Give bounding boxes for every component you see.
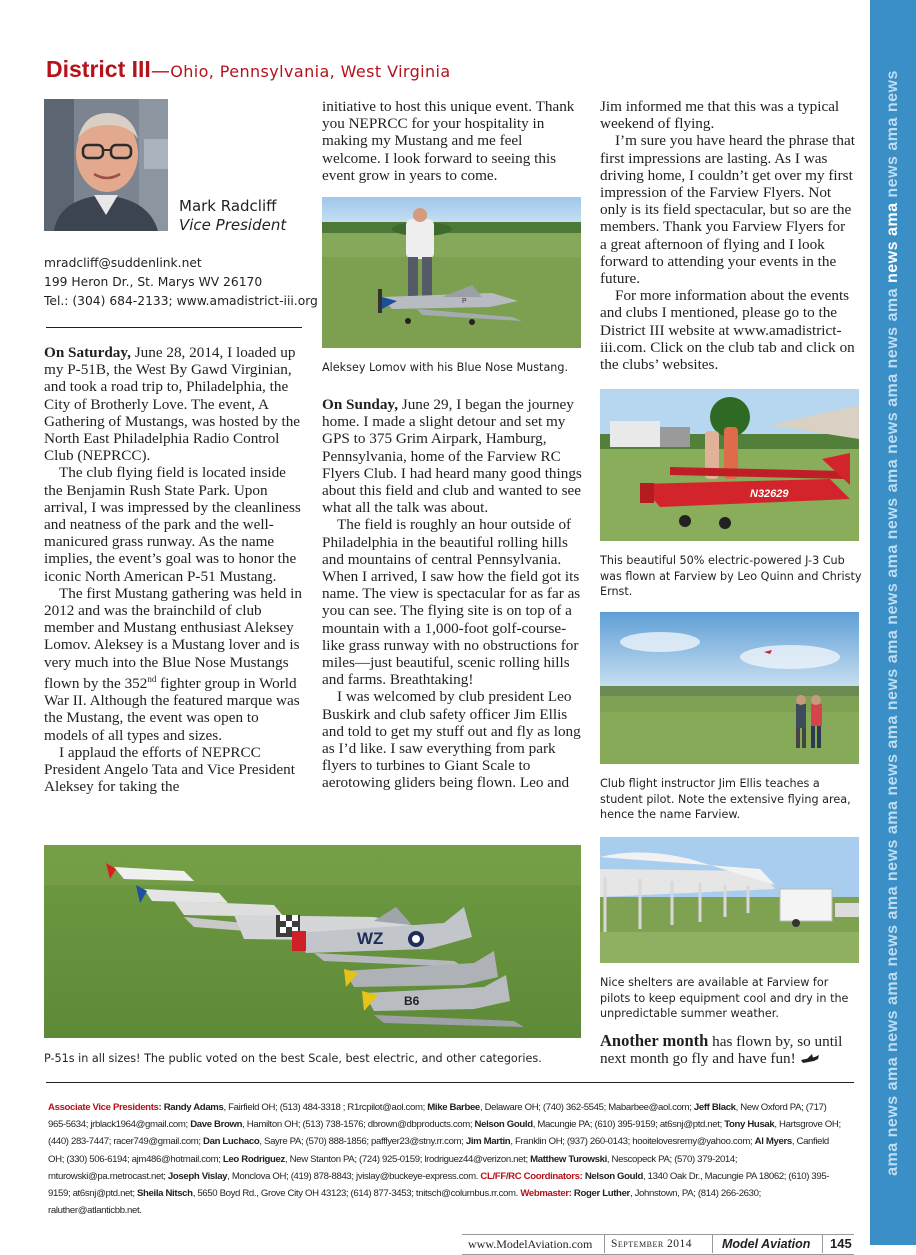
photo-flight-instructor (600, 612, 859, 764)
article-column-2-top (322, 98, 584, 184)
footer-separator (822, 1235, 823, 1253)
flight-instructor-illustration (600, 612, 859, 764)
paragraph (44, 344, 306, 464)
contact-details: , New Oxford PA; (717) 965-5634; jrblack1964@gmail.com; (48, 1102, 827, 1131)
contact-details: , Macungie PA; (610) 395-9159; at6snj@ptd.net; (532, 1119, 725, 1131)
paragraph (44, 585, 306, 744)
paragraph-text: June 28, 2014, I loaded up my P-51B, the West By Gawd Virginian, and took a road trip to, Philadelphia, the City of Brotherly Love. The event, A Gathering of Mustangs, was hosted by the North East Philadelphia Radio Control Club (NEPRCC). (44, 344, 301, 465)
lead-in: On Sunday, (322, 396, 398, 413)
contact-info (44, 254, 318, 311)
contact-details: , Hartsgrove OH; (440) 283-7447; racer749@gmail.com; (48, 1119, 841, 1148)
contact-details: , Hamilton OH; (513) 738-1576; dbrown@dbproducts.com; (242, 1119, 475, 1131)
webmaster-label: Webmaster: (520, 1188, 572, 1200)
contact-details: , 5650 Boyd Rd., Grove City OH 43123; (614) 877-3453; tnitsch@columbus.rr.com. (192, 1188, 521, 1200)
contact-details: , Franklin OH; (937) 260-0143; hooitelovesremy@yahoo.com; (510, 1136, 755, 1148)
lead-in: On Saturday, (44, 344, 131, 361)
person-name-block (179, 197, 286, 235)
side-band (870, 0, 916, 1245)
paragraph-text: fighter group in World War II. Although the featured marque was the Mustang, the event was open to models of all types and sizes. (44, 674, 300, 744)
portrait-illustration (44, 99, 168, 231)
contact-name: Nelson Gould (474, 1119, 533, 1131)
webmaster-info: , Johnstown, PA; (814) 266-2630; raluther@atlanticbb.net. (48, 1188, 761, 1217)
paragraph: The club flying field is located inside the Benjamin Rush State Park. Upon arrival, I was impressed by the cleanliness and neatness of the park and the well-manicured grass runway. As the name implies, the event’s goal was to honor the iconic North American P-51 Mustang. (44, 464, 301, 585)
paragraph: I was welcomed by club president Leo Buskirk and club safety officer Jim Ellis and told to get my stuff out and fly as long as I’d like. I saw everything from park flyers to turbines to Giant Scale to aerotowing gliders being flown. Leo and (322, 688, 581, 792)
contact-divider (46, 327, 302, 328)
district-header (46, 56, 451, 83)
paragraph (600, 1032, 858, 1069)
contact-name: Mike Barbee (427, 1102, 480, 1113)
paragraph-text: June 29, I began the journey home. I made a slight detour and set my GPS to 375 Grim Airpark, Hamburg, Pennsylvania, home of the Farview RC Flyers Club. I had heard many good things about this field and club and wanted to see what all the talk was about. (322, 396, 582, 517)
contact-name: Randy Adams (163, 1102, 224, 1113)
contact-details: , Delaware OH; (740) 362-5545; Mabarbee@aol.com; (479, 1102, 694, 1113)
contact-name: Jeff Black (693, 1102, 736, 1113)
footer-url[interactable]: www.ModelAviation.com (468, 1237, 593, 1251)
contact-name: Sheila Nitsch (136, 1188, 193, 1200)
paragraph-text: The first Mustang gathering was held in 2012 and was the brainchild of club member and Mustang enthusiast Aleksey Lomov. Aleksey is a Mustang lover and is very much into the Blue Nose Mustangs flown by the 352 (44, 584, 302, 692)
lead-in: Another month (600, 1031, 709, 1050)
district-states: Ohio, Pennsylvania, West Virginia (170, 62, 451, 81)
side-band-text: ama news ama news ama news ama news ama news ama news ama news ama news ama news ama news ama news ama news ama news (884, 69, 901, 1176)
contact-details: , Fairfield OH; (513) 484-3318 ; R1rcpilot@aol.com; (223, 1102, 428, 1113)
article-column-1 (44, 344, 306, 795)
associate-contacts (48, 1099, 843, 1219)
person-title: Vice President (179, 216, 287, 234)
paragraph-text: has flown by, so until next month go fly and have fun! (600, 1033, 843, 1068)
article-column-3 (600, 98, 855, 373)
paragraph: The field is roughly an hour outside of Philadelphia in the beautiful rolling hills and mountains of central Pennsylvania. When I arrived, I saw how the field got its name. The view is spectacular for as far as you can see. The flying site is on top of a mountain with a 1,000-foot golf-course-like grass runway with no obstructions for miles—just beautiful, scenic rolling hills and farms. Breathtaking! (322, 516, 581, 689)
contact-details: , Monclova OH; (419) 878-8843; jvislay@buckeye-express.com. (227, 1170, 481, 1182)
superscript: nd (147, 673, 157, 684)
photo-j3-cub (600, 389, 859, 541)
contact-email[interactable]: mradcliff@suddenlink.net (44, 256, 202, 270)
paragraph: I applaud the efforts of NEPRCC President Angelo Tata and Vice President Aleksey for taking the (44, 743, 295, 796)
photo-shelters (600, 837, 859, 963)
person-name: Mark Radcliff (179, 197, 277, 215)
contact-name: Dan Luchaco (203, 1136, 260, 1148)
associates-divider (46, 1082, 854, 1083)
contact-name: Leo Rodriguez (222, 1153, 285, 1165)
svg-text:P: P (462, 298, 467, 305)
associates-label: Associate Vice Presidents: (48, 1102, 162, 1113)
contact-details: , New Stanton PA; (724) 925-0159; lrodriguez44@verizon.net; (285, 1153, 531, 1165)
district-title: District III (46, 56, 151, 82)
mustang-code-1: WZ (357, 929, 384, 948)
contact-details: , Nescopeck PA; (570) 379-2014; mturowski@pa.metrocast.net; (48, 1153, 738, 1182)
cub-registration: N32629 (750, 488, 789, 500)
contact-name: Joseph Vislay (167, 1170, 228, 1182)
caption-shelters: Nice shelters are available at Farview for pilots to keep equipment cool and dry in the unpredictable summer weather. (600, 976, 849, 1020)
webmaster-name: Roger Luther (573, 1188, 630, 1200)
district-dash: — (150, 60, 171, 82)
footer-separator (712, 1235, 713, 1253)
p51-lineup-illustration (44, 845, 581, 1038)
aleksey-mustang-illustration (322, 197, 581, 348)
contact-phone-website[interactable]: Tel.: (304) 684-2133; www.amadistrict-iii.org (44, 294, 318, 308)
paragraph: I’m sure you have heard the phrase that first impressions are lasting. As I was driving home, I couldn’t get over my first impression of the Farview Flyers. Not only is its field spectacular, but so are the members. Thank you Farview Flyers for a great afternoon of flying and I look forward to attending your events in the future. (600, 132, 855, 288)
page-number: 145 (830, 1236, 852, 1251)
contact-details: , 1340 Oak Dr., Macungie PA 18062; (610) 395-9159; at6snj@ptd.net; (48, 1170, 830, 1200)
coordinators-label: CL/FF/RC Coordinators: (480, 1170, 583, 1182)
caption-aleksey: Aleksey Lomov with his Blue Nose Mustang. (322, 361, 569, 374)
paragraph: Jim informed me that this was a typical weekend of flying. (600, 98, 840, 133)
photo-p51-lineup (44, 845, 581, 1038)
footer-separator (604, 1235, 605, 1253)
contact-name: Tony Husak (724, 1119, 775, 1131)
contact-name: Matthew Turowski (530, 1153, 607, 1165)
mustang-code-2: B6 (404, 994, 420, 1008)
photo-aleksey-mustang (322, 197, 581, 348)
paragraph (322, 396, 584, 516)
j3-cub-illustration (600, 389, 859, 541)
footer-date: September 2014 (611, 1238, 693, 1250)
footer-magazine: Model Aviation (722, 1237, 811, 1251)
contact-details: , Sayre PA; (570) 888-1856; pafflyer23@stny.rr.com; (259, 1136, 466, 1148)
contact-name: Nelson Gould (584, 1170, 643, 1182)
article-column-2 (322, 396, 584, 792)
airplane-icon (800, 1052, 820, 1069)
contact-name: Jim Martin (465, 1136, 511, 1148)
paragraph: initiative to host this unique event. Thank you NEPRCC for your hospitality in making my Mustang and me feel welcome. I look forward to seeing this event grow in years to come. (322, 98, 575, 184)
portrait-photo (44, 99, 168, 231)
paragraph: For more information about the events and clubs I mentioned, please go to the District III website at www.amadistrict-iii.com. Click on the club tab and click on the clubs’ websites. (600, 287, 855, 374)
caption-flight-instructor: Club flight instructor Jim Ellis teaches a student pilot. Note the extensive flying area, hence the name Farview. (600, 777, 851, 821)
shelters-illustration (600, 837, 859, 963)
contact-details: , Canfield OH; (330) 506-6194; ajm486@hotmail.com; (48, 1136, 829, 1165)
article-closing (600, 1032, 858, 1069)
contact-name: Dave Brown (190, 1119, 243, 1131)
caption-j3-cub: This beautiful 50% electric-powered J-3 Cub was flown at Farview by Leo Quinn and Christy Ernst. (600, 554, 862, 598)
contact-name: Al Myers (754, 1136, 792, 1148)
caption-p51-lineup: P-51s in all sizes! The public voted on the best Scale, best electric, and other categories. (44, 1052, 542, 1065)
contact-address: 199 Heron Dr., St. Marys WV 26170 (44, 275, 263, 289)
